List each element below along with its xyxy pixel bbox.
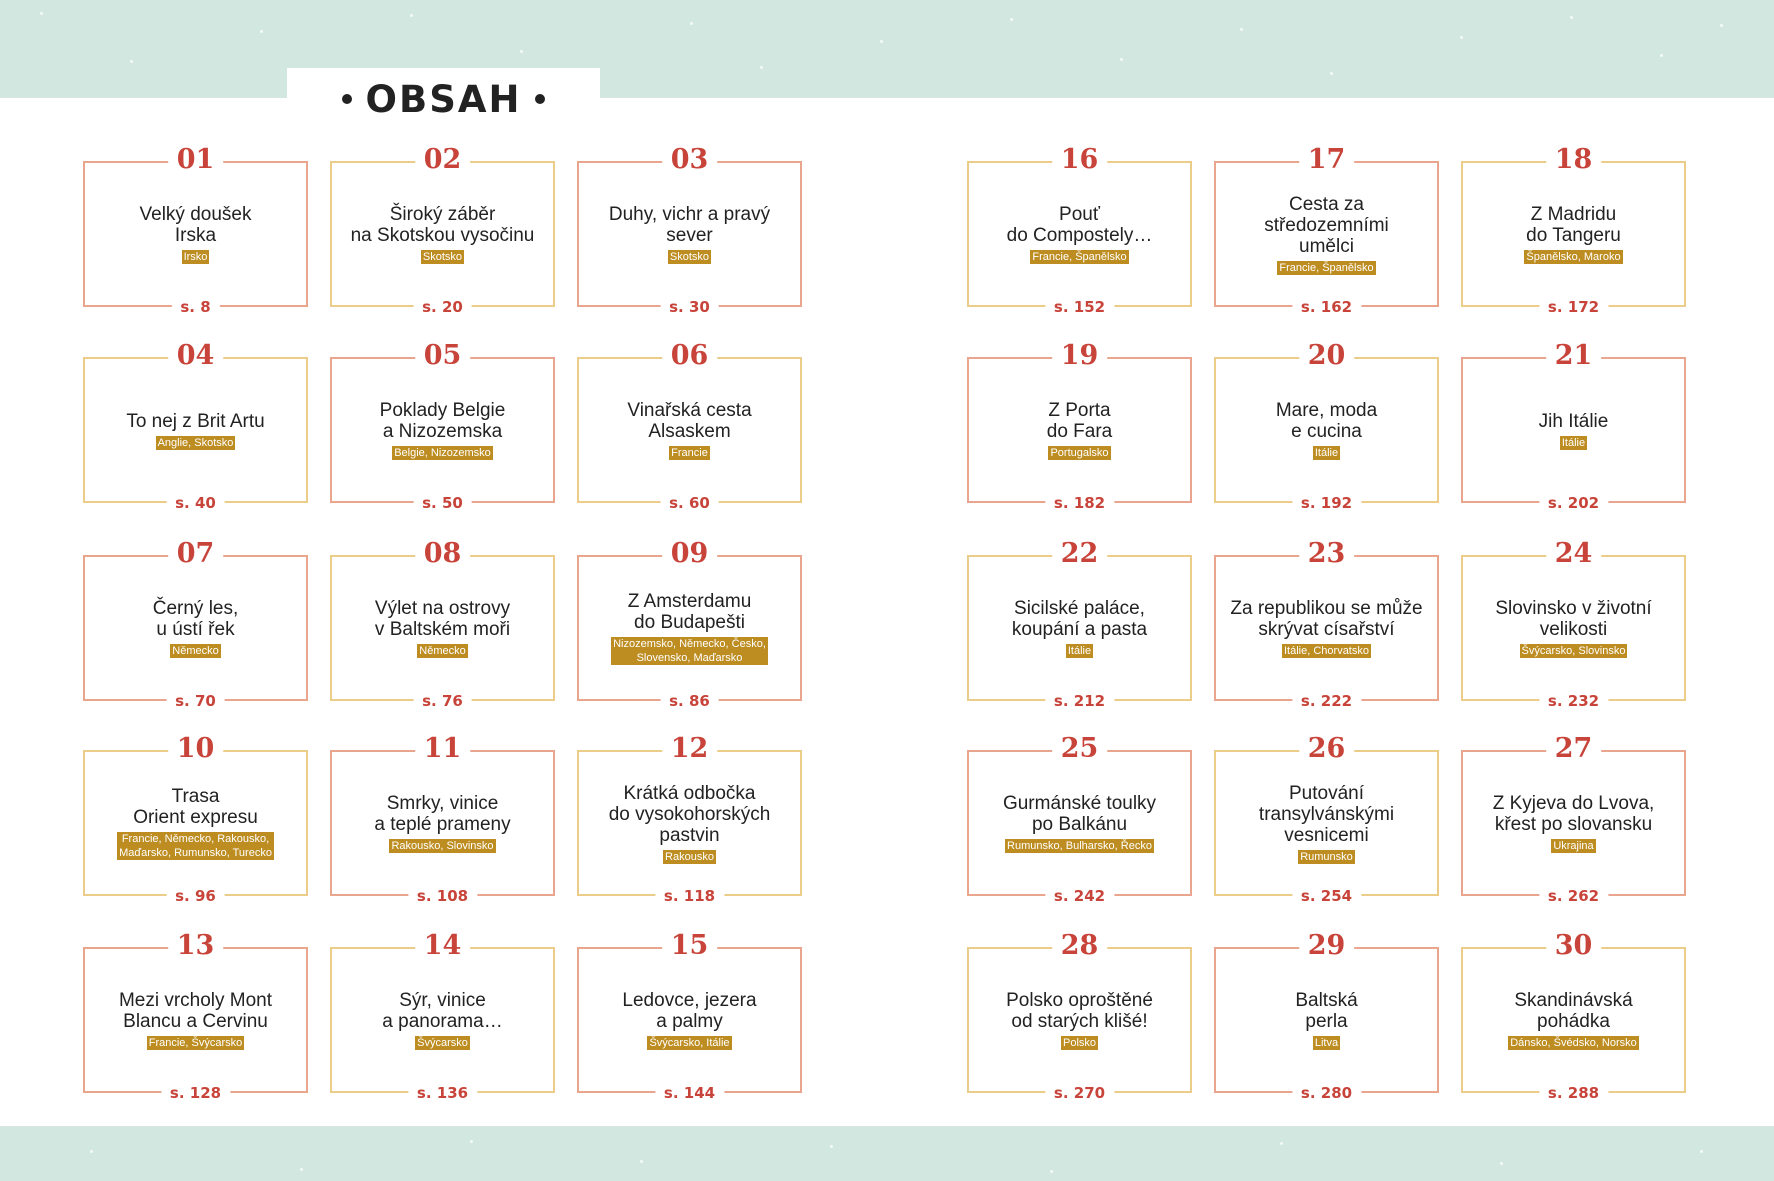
page-number: s. 70 <box>166 691 225 711</box>
page-number: s. 152 <box>1045 297 1114 317</box>
chapter-title: Z Porta do Fara <box>1046 400 1113 442</box>
chapter-title: Černý les, u ústí řek <box>152 598 239 640</box>
chapter-card[interactable] <box>1461 340 1686 512</box>
chapter-number: 16 <box>1052 143 1108 177</box>
country-tag: Rakousko, Slovinsko <box>391 840 494 852</box>
country-tag: Anglie, Skotsko <box>157 436 234 449</box>
country-tag: Rumunsko, Bulharsko, Řecko <box>1007 840 1152 852</box>
chapter-number: 23 <box>1299 537 1355 571</box>
chapter-title: Cesta za středozemními umělci <box>1264 193 1389 257</box>
country-tag: Německo <box>172 645 219 657</box>
chapter-title: Baltská perla <box>1295 990 1358 1032</box>
page-number: s. 40 <box>166 493 225 513</box>
chapter-title: Velký doušek Irska <box>139 204 252 246</box>
country-tag: Francie, Španělsko <box>1279 261 1374 274</box>
page-number: s. 144 <box>655 1083 724 1103</box>
chapter-card[interactable] <box>577 733 802 905</box>
page-number: s. 162 <box>1292 297 1361 317</box>
chapter-card[interactable] <box>577 340 802 512</box>
page-number: s. 222 <box>1292 691 1361 711</box>
chapter-card[interactable] <box>1461 144 1686 316</box>
page-number: s. 232 <box>1539 691 1608 711</box>
chapter-card[interactable] <box>577 930 802 1102</box>
country-tag: Itálie <box>1314 447 1339 459</box>
chapter-number: 11 <box>415 732 471 766</box>
chapter-number: 30 <box>1546 929 1602 963</box>
chapter-number: 22 <box>1052 537 1108 571</box>
chapter-number: 15 <box>662 929 718 963</box>
chapter-card[interactable] <box>1214 733 1439 905</box>
page-number: s. 288 <box>1539 1083 1608 1103</box>
chapter-number: 26 <box>1299 732 1355 766</box>
page-number: s. 192 <box>1292 493 1361 513</box>
page-number: s. 182 <box>1045 493 1114 513</box>
chapter-card[interactable] <box>577 538 802 710</box>
chapter-title: Ledovce, jezera a palmy <box>622 990 757 1032</box>
chapter-number: 20 <box>1299 339 1355 373</box>
chapter-title: Duhy, vichr a pravý sever <box>608 204 771 246</box>
page-number: s. 254 <box>1292 886 1361 906</box>
page-number: s. 212 <box>1045 691 1114 711</box>
chapter-card[interactable] <box>1461 733 1686 905</box>
country-tag: Ukrajina <box>1553 840 1594 852</box>
chapter-number: 25 <box>1052 732 1108 766</box>
chapter-title: Poklady Belgie a Nizozemska <box>379 400 506 442</box>
chapter-number: 13 <box>168 929 224 963</box>
page-number: s. 262 <box>1539 886 1608 906</box>
chapter-number: 21 <box>1546 339 1602 373</box>
country-tag: Francie, Švýcarsko <box>148 1037 243 1049</box>
chapter-title: Putování transylvánskými vesnicemi <box>1258 782 1395 846</box>
chapter-title: Z Madridu do Tangeru <box>1526 204 1621 246</box>
country-tag: Francie <box>671 447 708 459</box>
chapter-card[interactable] <box>1214 144 1439 316</box>
chapter-title: Široký záběr na Skotskou vysočinu <box>350 204 535 246</box>
chapter-card[interactable] <box>83 340 308 512</box>
country-tag: Itálie, Chorvatsko <box>1284 645 1369 657</box>
country-tag: Itálie <box>1561 436 1586 449</box>
page-number: s. 136 <box>408 1083 477 1103</box>
page-number: s. 76 <box>413 691 472 711</box>
country-tag: Rumunsko <box>1300 850 1353 863</box>
chapter-card[interactable] <box>967 733 1192 905</box>
country-tag: Dánsko, Švédsko, Norsko <box>1510 1037 1637 1049</box>
chapter-card[interactable] <box>83 538 308 710</box>
chapter-number: 14 <box>415 929 471 963</box>
page-number: s. 60 <box>660 493 719 513</box>
chapter-card[interactable] <box>1461 538 1686 710</box>
country-tag: Švýcarsko <box>417 1037 468 1049</box>
page-number: s. 108 <box>408 886 477 906</box>
chapter-number: 17 <box>1299 143 1355 177</box>
page-number: s. 86 <box>660 691 719 711</box>
country-tag: Belgie, Nizozemsko <box>394 447 491 459</box>
page-number: s. 172 <box>1539 297 1608 317</box>
chapter-title: Skandinávská pohádka <box>1514 990 1633 1032</box>
page-number: s. 128 <box>161 1083 230 1103</box>
country-tag: Švýcarsko, Slovinsko <box>1521 645 1626 657</box>
country-tag: Francie, Španělsko <box>1032 251 1127 263</box>
chapter-title: Za republikou se může skrývat císařství <box>1230 598 1423 640</box>
country-tag: Polsko <box>1062 1037 1097 1049</box>
chapter-number: 03 <box>662 143 718 177</box>
chapter-title: Krátká odbočka do vysokohorských pastvin <box>608 782 771 846</box>
chapter-title: Trasa Orient expresu <box>133 786 258 828</box>
chapter-number: 28 <box>1052 929 1108 963</box>
chapter-number: 06 <box>662 339 718 373</box>
chapter-title: Mare, moda e cucina <box>1275 400 1378 442</box>
page-number: s. 242 <box>1045 886 1114 906</box>
page-number: s. 8 <box>171 297 219 317</box>
chapter-title: Z Amsterdamu do Budapešti <box>627 591 752 633</box>
page-number: s. 280 <box>1292 1083 1361 1103</box>
country-tag: Skotsko <box>422 251 463 263</box>
chapter-card[interactable] <box>330 733 555 905</box>
chapter-card[interactable] <box>967 144 1192 316</box>
chapter-title: Jih Itálie <box>1538 410 1609 432</box>
chapter-card[interactable] <box>967 538 1192 710</box>
chapter-card[interactable] <box>330 144 555 316</box>
country-tag: Itálie <box>1067 645 1092 657</box>
country-tag: Rakousko <box>665 850 714 863</box>
chapter-title: Z Kyjeva do Lvova, křest po slovansku <box>1492 793 1655 835</box>
chapter-card[interactable] <box>967 340 1192 512</box>
chapter-card[interactable] <box>1461 930 1686 1102</box>
chapter-card[interactable] <box>1214 340 1439 512</box>
chapter-number: 29 <box>1299 929 1355 963</box>
country-tag: Francie, Německo, Rakousko, Maďarsko, Rumunsko, Turecko <box>119 833 272 859</box>
chapter-title: To nej z Brit Artu <box>126 410 265 432</box>
chapter-number: 05 <box>415 339 471 373</box>
page-number: s. 270 <box>1045 1083 1114 1103</box>
chapter-number: 04 <box>168 339 224 373</box>
chapter-card[interactable] <box>1214 538 1439 710</box>
country-tag: Německo <box>419 645 466 657</box>
chapter-card[interactable] <box>1214 930 1439 1102</box>
chapter-title: Pouť do Compostely… <box>1006 204 1153 246</box>
page-number: s. 96 <box>166 886 225 906</box>
chapter-number: 09 <box>662 537 718 571</box>
chapter-number: 02 <box>415 143 471 177</box>
country-tag: Skotsko <box>669 251 710 263</box>
chapter-title: Sýr, vinice a panorama… <box>382 990 503 1032</box>
chapter-card[interactable] <box>330 538 555 710</box>
country-tag: Švýcarsko, Itálie <box>649 1037 730 1049</box>
country-tag: Irsko <box>183 251 208 263</box>
chapter-title: Sicilské paláce, koupání a pasta <box>1011 598 1148 640</box>
page-number: s. 20 <box>413 297 472 317</box>
chapter-title: Mezi vrcholy Mont Blancu a Cervinu <box>118 990 273 1032</box>
chapter-number: 19 <box>1052 339 1108 373</box>
country-tag: Portugalsko <box>1050 447 1109 459</box>
page-number: s. 50 <box>413 493 472 513</box>
country-tag: Španělsko, Maroko <box>1526 251 1621 263</box>
chapter-title: Gurmánské toulky po Balkánu <box>1002 793 1157 835</box>
page-title: OBSAH <box>365 77 522 121</box>
chapter-number: 08 <box>415 537 471 571</box>
chapter-card[interactable] <box>330 340 555 512</box>
chapter-title: Smrky, vinice a teplé prameny <box>374 793 511 835</box>
chapter-card[interactable] <box>330 930 555 1102</box>
chapter-number: 01 <box>168 143 224 177</box>
page-number: s. 118 <box>655 886 724 906</box>
chapter-title: Polsko oproštěné od starých klišé! <box>1006 990 1153 1032</box>
chapter-number: 27 <box>1546 732 1602 766</box>
page-number: s. 30 <box>660 297 719 317</box>
chapter-number: 12 <box>662 732 718 766</box>
chapter-card[interactable] <box>83 144 308 316</box>
chapter-title: Vinařská cesta Alsaskem <box>627 400 752 442</box>
country-tag: Litva <box>1314 1037 1339 1049</box>
chapter-number: 10 <box>168 732 224 766</box>
chapter-number: 18 <box>1546 143 1602 177</box>
chapter-number: 24 <box>1546 537 1602 571</box>
chapter-title: Slovinsko v životní velikosti <box>1495 598 1652 640</box>
chapter-number: 07 <box>168 537 224 571</box>
page-number: s. 202 <box>1539 493 1608 513</box>
chapter-card[interactable] <box>83 930 308 1102</box>
chapter-title: Výlet na ostrovy v Baltském moři <box>374 598 511 640</box>
country-tag: Nizozemsko, Německo, Česko, Slovensko, Maďarsko <box>613 638 766 664</box>
chapter-card[interactable] <box>967 930 1192 1102</box>
chapter-card[interactable] <box>83 733 308 905</box>
chapter-card[interactable] <box>577 144 802 316</box>
